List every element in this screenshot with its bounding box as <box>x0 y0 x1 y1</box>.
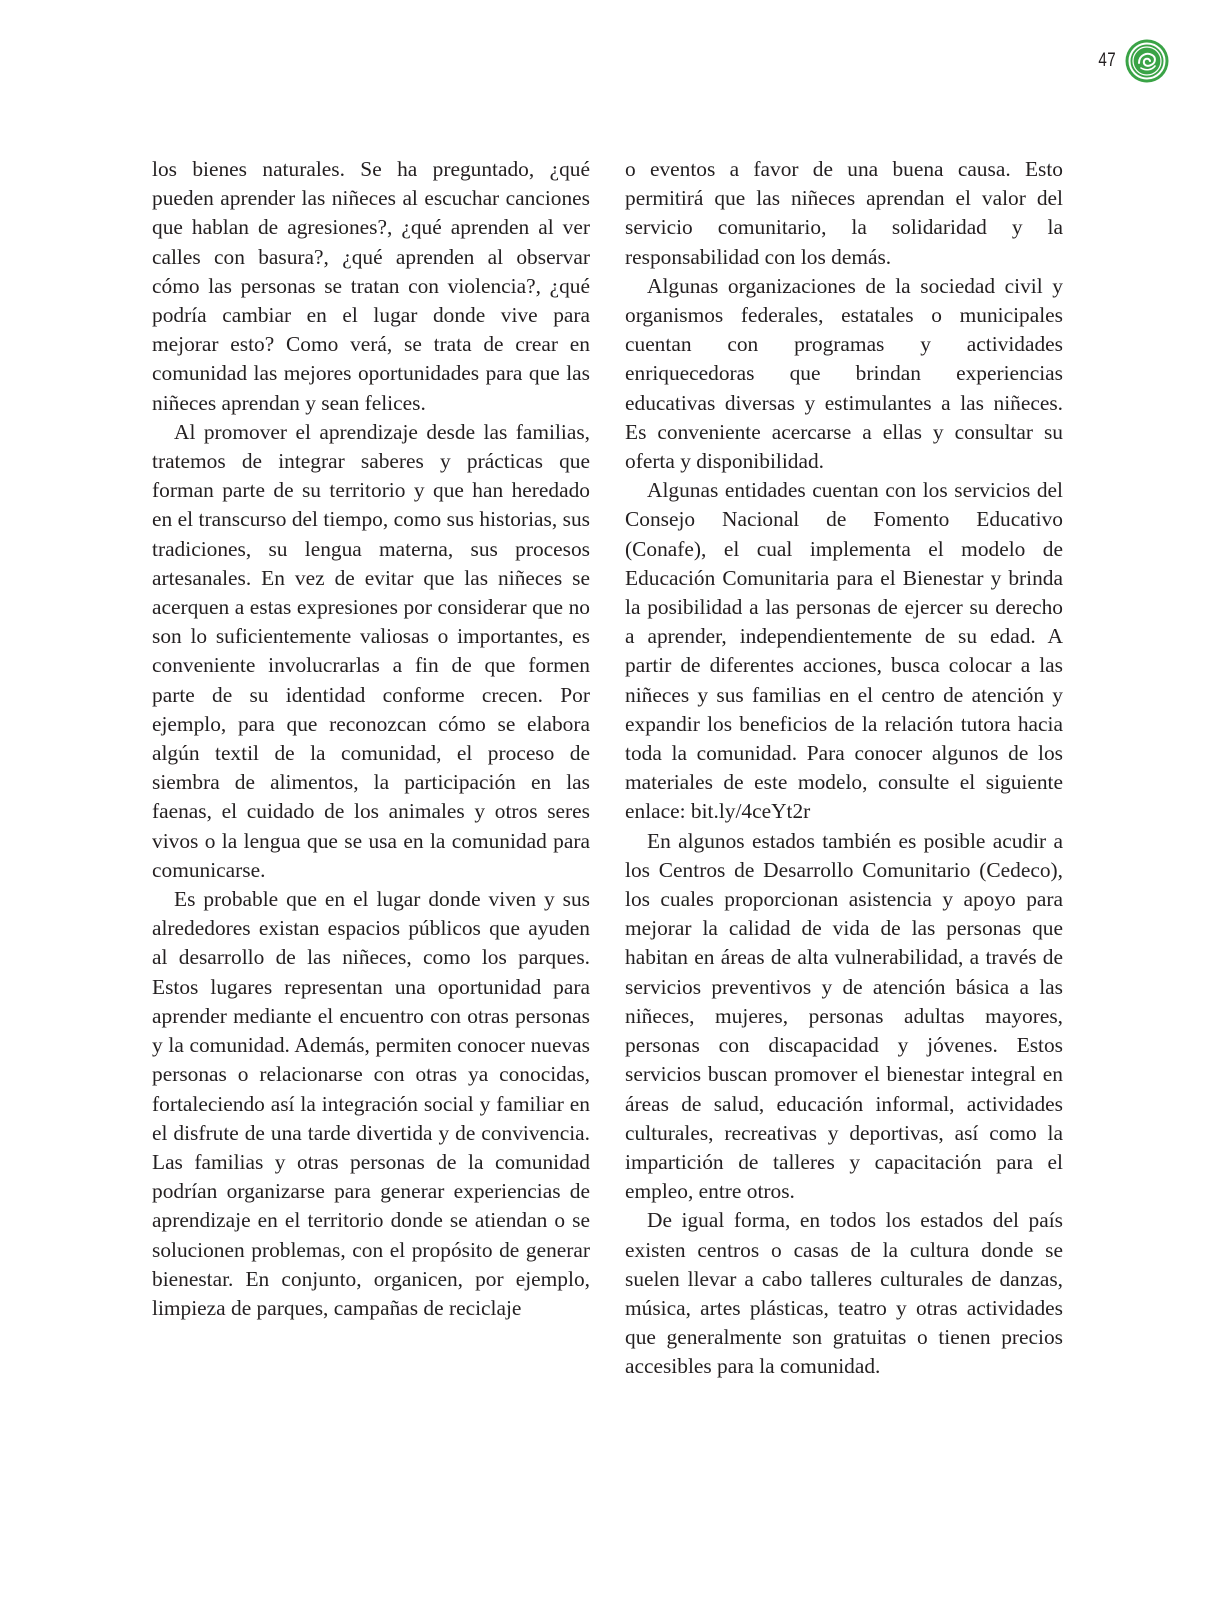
paragraph: En algunos estados también es posible acudir a los Centros de Desarrollo Comunitario (Cedeco), los cuales proporcionan asistencia y apoyo para mejorar la calidad de vida de las personas que habitan en áreas de alta vulnerabilidad, a través de servicios preventivos y de atención básica a las niñeces, mujeres, personas adultas mayores, personas con discapacidad y jóvenes. Estos servicios buscan promover el bienestar integral en áreas de salud, educación informal, actividades culturales, recreativas y deportivas, así como la impartición de talleres y capacitación para el empleo, entre otros. <box>625 828 1063 1204</box>
paragraph: o eventos a favor de una buena causa. Esto permitirá que las niñeces aprendan el valor del servicio comunitario, la solidaridad y la responsabilidad con los demás. <box>625 157 1063 269</box>
paragraph: los bienes naturales. Se ha preguntado, ¿qué pueden aprender las niñeces al escuchar canciones que hablan de agresiones?, ¿qué aprenden al ver calles con basura?, ¿qué aprenden al observar cómo las personas se tratan con violencia?, ¿qué podría cambiar en el lugar donde vive para mejorar esto? Como verá, se trata de crear en comunidad las mejores oportunidades para que las niñeces aprendan y sean felices. <box>152 157 590 415</box>
right-column <box>625 155 1063 1382</box>
paragraph: Es probable que en el lugar donde viven y sus alrededores existan espacios públicos que ayuden al desarrollo de las niñeces, como los parques. Estos lugares representan una oportunidad para aprender mediante el encuentro con otras personas y la comunidad. Además, permiten conocer nuevas personas o relacionarse con otras ya conocidas, fortaleciendo así la integración social y familiar en el disfrute de una tarde divertida y de convivencia. Las familias y otras personas de la comunidad podrían organizarse para generar experiencias de aprendizaje en el territorio donde se atiendan o se solucionen problemas, con el propósito de generar bienestar. En conjunto, organicen, por ejemplo, limpieza de parques, campañas de reciclaje <box>152 887 590 1320</box>
paragraph: De igual forma, en todos los estados del país existen centros o casas de la cultura donde se suelen llevar a cabo talleres culturales de danzas, música, artes plásticas, teatro y otras actividades que generalmente son gratuitas o tienen precios accesibles para la comunidad. <box>625 1208 1063 1379</box>
page-number: 47 <box>1098 50 1116 71</box>
page-header <box>1094 38 1170 84</box>
green-circle-emblem-icon <box>1124 38 1170 84</box>
paragraph: Al promover el aprendizaje desde las familias, tratemos de integrar saberes y prácticas que forman parte de su territorio y que han heredado en el transcurso del tiempo, como sus historias, sus tradiciones, su lengua materna, sus procesos artesanales. En vez de evitar que las niñeces se acerquen a estas expresiones por considerar que no son lo suficientemente valiosas o importantes, es conveniente involucrarlas a fin de que formen parte de su identidad conforme crecen. Por ejemplo, para que reconozcan cómo se elabora algún textil de la comunidad, el proceso de siembra de alimentos, la participación en las faenas, el cuidado de los animales y otros seres vivos o la lengua que se usa en la comunidad para comunicarse. <box>152 419 590 882</box>
paragraph: Algunas entidades cuentan con los servicios del Consejo Nacional de Fomento Educativo (Conafe), el cual implementa el modelo de Educación Comunitaria para el Bienestar y brinda la posibilidad a las personas de ejercer su derecho a aprender, independientemente de su edad. A partir de diferentes acciones, busca colocar a las niñeces y sus familias en el centro de atención y expandir los beneficios de la relación tutora hacia toda la comunidad. Para conocer algunos de los materiales de este modelo, consulte el siguiente enlace: bit.ly/4ceYt2r <box>625 478 1063 824</box>
left-column <box>152 155 590 1323</box>
paragraph: Algunas organizaciones de la sociedad civil y organismos federales, estatales o municipales cuentan con programas y actividades enriquecedoras que brindan experiencias educativas diversas y estimulantes a las niñeces. Es conveniente acercarse a ellas y consultar su oferta y disponibilidad. <box>625 273 1063 474</box>
